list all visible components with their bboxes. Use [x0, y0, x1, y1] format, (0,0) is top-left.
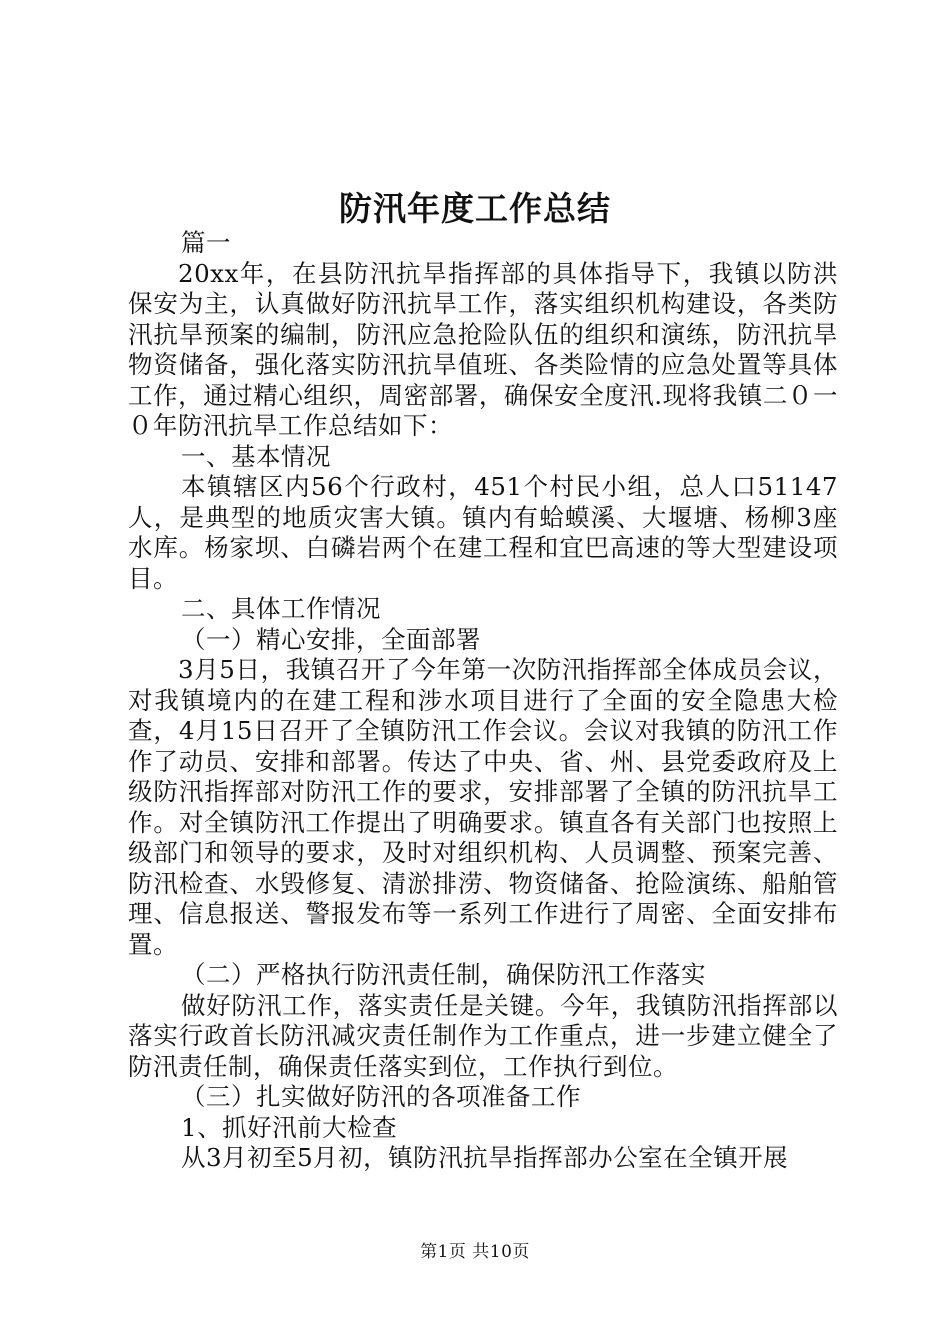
heading-basic-situation: 一、基本情况: [181, 441, 331, 471]
page-footer: 第1页 共10页: [420, 1242, 530, 1262]
paragraph-responsibility: 做好防汛工作，落实责任是关键。今年，我镇防汛指挥部以落实行政首长防汛减灾责任制作为工作重点，进一步建立健全了防汛责任制，确保责任落实到位，工作执行到位。: [128, 990, 838, 1081]
subheading-arrangement: （一）精心安排，全面部署: [181, 624, 481, 654]
subheading-responsibility: （二）严格执行防汛责任制，确保防汛工作落实: [181, 960, 706, 989]
paragraph-arrangement: 3月5日，我镇召开了今年第一次防汛指挥部全体成员会议，对我镇境内的在建工程和涉水项目进行了全面的安全隐患大检查，4月15日召开了全镇防汛工作会议。会议对我镇的防汛工作作了动员、安排和部署。传达了中央、省、州、县党委政府及上级防汛指挥部对防汛工作的要求，安排部署了全镇的防汛抗旱工作。对全镇防汛工作提出了明确要求。镇直各有关部门也按照上级部门和领导的要求，及时对组织机构、人员调整、预案完善、防汛检查、水毁修复、清淤排涝、物资储备、抢险演练、船舶管理、信息报送、警报发布等一系列工作进行了周密、全面安排布置。: [128, 655, 838, 959]
paragraph-basic-situation: 本镇辖区内56个行政村，451个村民小组，总人口51147人，是典型的地质灾害大镇。镇内有蛤蟆溪、大堰塘、杨柳3座水库。杨家坝、白磷岩两个在建工程和宜巴高速的等大型建设项目。: [128, 472, 838, 593]
document-body: [128, 228, 838, 1174]
heading-work-situation: 二、具体工作情况: [181, 594, 381, 623]
item-pre-flood-inspection: 1、抓好汛前大检查: [181, 1112, 398, 1142]
subheading-preparation: （三）扎实做好防汛的各项准备工作: [181, 1082, 581, 1111]
document-title: 防汛年度工作总结: [339, 189, 611, 228]
section-label: 篇一: [181, 228, 231, 257]
paragraph-inspection: 从3月初至5月初，镇防汛抗旱指挥部办公室在全镇开展: [181, 1143, 789, 1172]
paragraph-intro: 20xx年，在县防汛抗旱指挥部的具体指导下，我镇以防洪保安为主，认真做好防汛抗旱工作，落实组织机构建设，各类防汛抗旱预案的编制，防汛应急抢险队伍的组织和演练，防汛抗旱物资储备，强化落实防汛抗旱值班、各类险情的应急处置等具体工作，通过精心组织，周密部署，确保安全度汛.现将我镇二０一０年防汛抗旱工作总结如下：: [128, 258, 838, 440]
